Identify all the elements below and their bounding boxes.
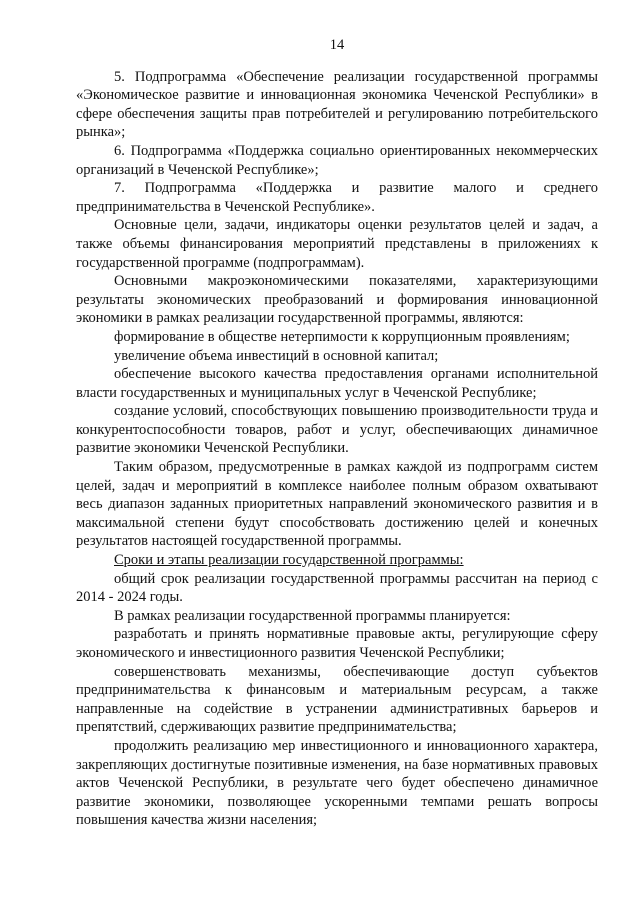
paragraph-terms-heading: Сроки и этапы реализации государственной программы: — [114, 552, 464, 569]
list-item-continue-measures: продолжить реализацию мер инвестиционного и инновационного характера, закрепляющих достигнутые позитивные изменения, на базе нормативных правовых актов Чеченской Республики, в результате чего будет обеспечено динамичное развитие экономики, позволяющее ускоренными темпами решать вопросы повышения качества жизни населения; — [76, 737, 598, 829]
list-item-anticorruption: формирование в обществе нетерпимости к коррупционным проявлениям; — [114, 328, 570, 345]
list-item-investment: увеличение объема инвестиций в основной капитал; — [114, 347, 439, 364]
list-item-conditions: создание условий, способствующих повышению производительности труда и конкурентоспособности товаров, работ и услуг, обеспечивающих динамичное развитие экономики Чеченской Республики. — [76, 403, 598, 457]
list-item-services-quality: обеспечение высокого качества предоставления органами исполнительной власти государственных и муниципальных услуг в Чеченской Республике; — [76, 366, 598, 401]
paragraph-planned: В рамках реализации государственной программы планируется: — [114, 607, 511, 624]
paragraph-macro-indicators: Основными макроэкономическими показателями, характеризующими результаты экономических преобразований и формирования инновационной экономики в рамках реализации государственной программы, являются: — [76, 273, 598, 327]
page-number: 14 — [329, 37, 345, 53]
paragraph-subprogram-7: 7. Подпрограмма «Поддержка и развитие малого и среднего предпринимательства в Чеченской Республике». — [76, 180, 598, 215]
list-item-mechanisms: совершенствовать механизмы, обеспечивающие доступ субъектов предпринимательства к финансовым и материальным ресурсам, а также направленные на содействие в устранении административных барьеров и препятствий, сдерживающих развитие предпринимательства; — [76, 663, 598, 736]
list-item-legal-acts: разработать и принять нормативные правовые акты, регулирующие сферу экономического и инвестиционного развития Чеченской Республики; — [76, 626, 598, 661]
paragraph-subprogram-6: 6. Подпрограмма «Поддержка социально ориентированных некоммерческих организаций в Чеченской Республике»; — [76, 142, 598, 178]
paragraph-conclusion: Таким образом, предусмотренные в рамках каждой из подпрограмм систем целей, задач и мероприятий в комплексе наиболее полным образом охватывают весь диапазон заданных приоритетных направлений экономического развития и в максимальной степени будут способствовать достижению целей и конечных результатов настоящей государственной программы. — [76, 459, 598, 550]
paragraph-terms: общий срок реализации государственной программы рассчитан на период с 2014 - 2024 годы. — [76, 570, 598, 606]
paragraph-subprogram-5: 5. Подпрограмма «Обеспечение реализации государственной программы «Экономическое развитие и инновационная экономика Чеченской Республики» в сфере обеспечения защиты прав потребителей и регулированию потребительского рынка»; — [76, 68, 598, 141]
paragraph-goals: Основные цели, задачи, индикаторы оценки результатов целей и задач, а также объемы финансирования мероприятий представлены в приложениях к государственной программе (подпрограммам). — [76, 217, 598, 271]
